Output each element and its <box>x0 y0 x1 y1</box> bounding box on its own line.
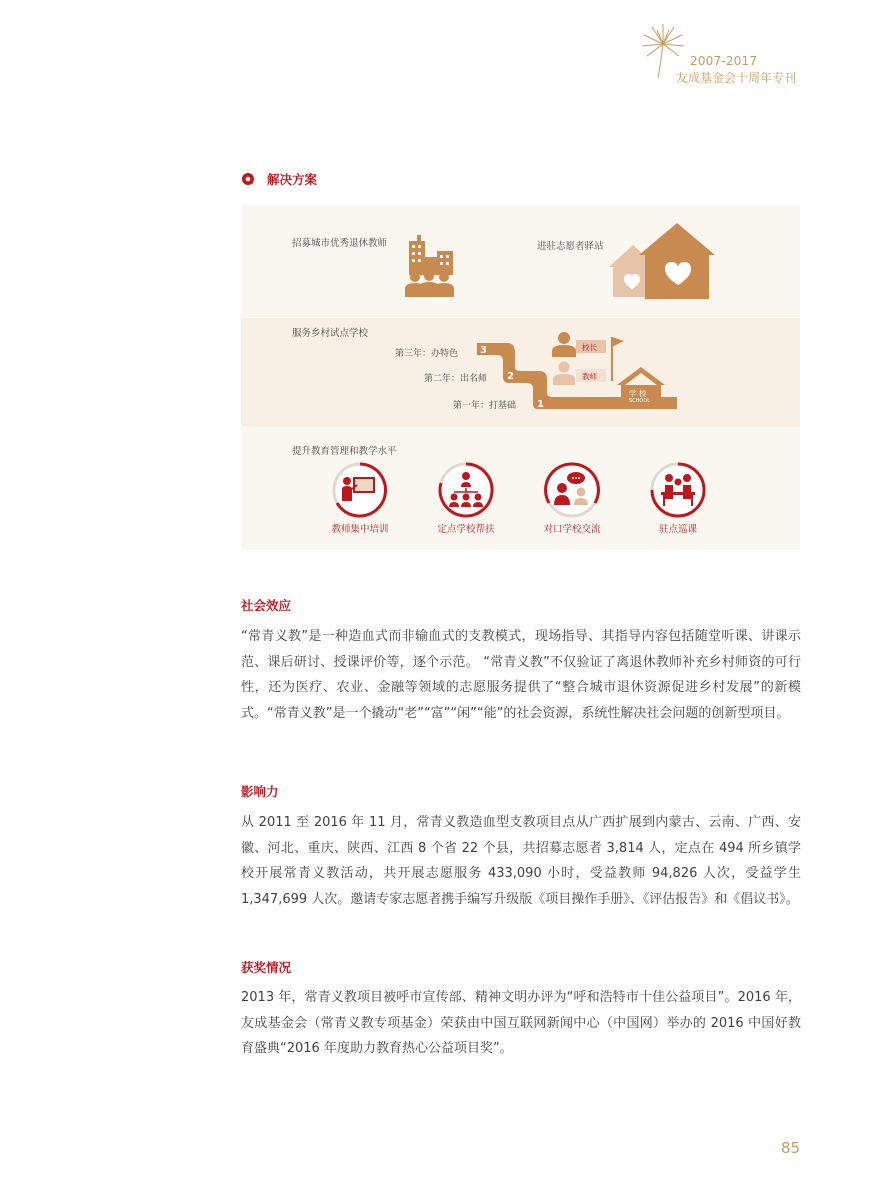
page-number: 85 <box>781 1139 801 1157</box>
city-building-icon <box>403 235 459 297</box>
solution-infographic <box>241 205 800 550</box>
circle-2-label: 定点学校帮扶 <box>437 524 495 535</box>
step-1-label: 第一年：打基础 <box>453 401 517 411</box>
serve-label: 服务乡村试点学校 <box>292 328 369 339</box>
school-label: 学 校 <box>629 389 647 398</box>
influence-paragraph <box>241 810 801 912</box>
houses-heart-icon <box>607 221 715 299</box>
awards-title: 获奖情况 <box>241 960 292 975</box>
school-support-icon <box>437 461 495 519</box>
step-3-number: 3 <box>480 345 487 356</box>
circle-4-label: 驻点巡课 <box>658 524 697 535</box>
step-2-number: 2 <box>507 371 514 382</box>
circle-1-label: 教师集中培训 <box>331 524 389 535</box>
step-1-number: 1 <box>537 399 544 410</box>
header-years: 2007-2017 <box>690 54 758 68</box>
speech-bubble-icon <box>241 172 255 186</box>
recruit-label: 招募城市优秀退休教师 <box>292 238 388 249</box>
social-text: “常青义教”是一种造血式而非输血式的支教模式，现场指导、其指导内容包括随堂听课、讲课示范、课后研讨、授课评价等，逐个示范。 “常青义教”不仅验证了离退休教师补充乡村师资的可行性，还为医疗、农业、金融等领域的志愿服务提供了“整合城市退休资源促进乡村发展”的新模式。“常青义教”是一个撬动“老”“富”“闲”“能”的社会资源，系统性解决社会问题的创新型项目。 <box>241 629 801 721</box>
influence-text: 从 2011 至 2016 年 11 月，常青义教造血型支教项目点从广西扩展到内蒙古、云南、广西、安徽、河北、重庆、陕西、江西 8 个省 22 个县，共招募志愿者 3,814 人，定点在 494 所乡镇学校开展常青义教活动，共开展志愿服务 433,090 小时，受益教师 94,826 人次，受益学生 1,347,699 人次。邀请专家志愿者携手编写升级版《项目操作手册》、《评估报告》和《倡议书》。 <box>241 815 801 907</box>
header-title: 友成基金会十周年专刊 <box>676 71 797 85</box>
station-label: 进驻志愿者驿站 <box>537 241 604 252</box>
improve-label: 提升教育管理和教学水平 <box>292 446 397 457</box>
circle-3-label: 对口学校交流 <box>543 524 601 535</box>
step-2-label: 第二年：出名师 <box>424 374 488 384</box>
awards-text: 2013 年，常青义教项目被呼市宣传部、精神文明办评为“呼和浩特市十佳公益项目”。2016 年，友成基金会（常青义教专项基金）荣获由中国互联网新闻中心（中国网）举办的 2016 中国好教育盛典“2016 年度助力教育热心公益项目奖”。 <box>241 990 801 1056</box>
band-divider <box>241 317 800 318</box>
school-en-label: SCHOOL <box>629 398 651 404</box>
school-exchange-icon <box>543 461 601 519</box>
recruit-band <box>241 205 800 318</box>
on-site-patrol-icon <box>649 461 707 519</box>
teacher-label: 教师 <box>582 372 597 381</box>
teacher-training-icon <box>331 461 389 519</box>
solution-title: 解决方案 <box>267 172 318 187</box>
principal-label: 校长 <box>582 343 597 352</box>
band-divider <box>241 427 800 428</box>
awards-paragraph <box>241 985 801 1062</box>
step-3-label: 第三年：办特色 <box>395 349 459 359</box>
influence-title: 影响力 <box>241 784 279 799</box>
social-title: 社会效应 <box>241 598 292 613</box>
social-paragraph <box>241 624 801 726</box>
